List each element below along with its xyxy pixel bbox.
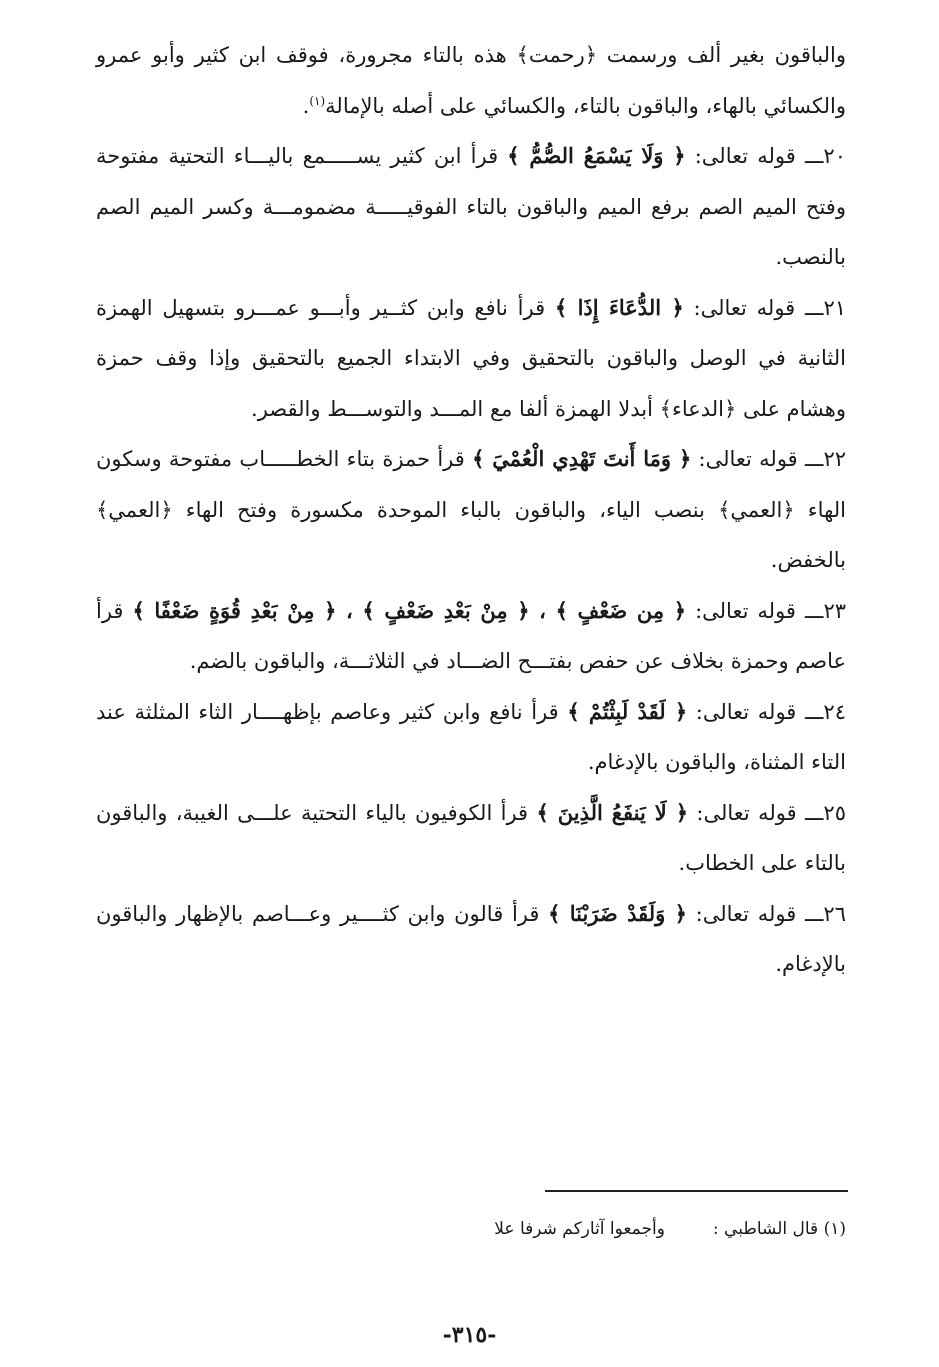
paragraph-7 [96, 788, 846, 889]
paragraph-7-verse: ﴿ لَا يَنفَعُ الَّذِينَ ﴾ [536, 799, 689, 825]
footnote-verse: وأجمعوا آثاركم شرفا علا [494, 1219, 665, 1239]
paragraph-7-pre: ٢٥ـــ قوله تعالى: [688, 800, 846, 825]
footnote-divider [545, 1190, 848, 1192]
paragraph-5-pre: ٢٣ـــ قوله تعالى: [686, 598, 846, 623]
paragraph-1-pre: والباقون بغير ألف ورسمت [597, 43, 846, 67]
paragraph-4-verse: ﴿ وَمَا أَنتَ تَهْدِي الْعُمْيَ ﴾ [472, 446, 692, 471]
page-number: -٣١٥- [442, 1322, 497, 1348]
paragraph-7-post: قرأ الكوفيون بالياء التحتية علـــى الغيبة، والباقون بالتاء على الخطاب. [96, 800, 846, 875]
paragraph-3 [96, 283, 846, 435]
paragraph-8-post: قرأ قالون وابن كثــــير وعـــاصم بالإظهار والباقون بالإدغام. [96, 901, 846, 976]
footnote [346, 1214, 846, 1244]
paragraph-4-post: قرأ حمزة بتاء الخطـــــاب مفتوحة وسكون الهاء ﴿العمي﴾ بنصب الياء، والباقون بالباء الموحدة مكسورة وفتح الهاء ﴿العمي﴾ بالخفض. [96, 447, 846, 572]
paragraph-5-verse: ﴿ مِن ضَعْفٍ ﴾ ، ﴿ مِنْ بَعْدِ ضَعْفٍ ﴾ ، ﴿ مِنْ بَعْدِ قُوَةٍ ضَعْفًا ﴾ [132, 597, 687, 623]
paragraph-8 [96, 889, 846, 990]
paragraph-2-verse: ﴿ وَلَا يَسْمَعُ الصُّمُّ ﴾ [507, 143, 686, 168]
paragraph-4-pre: ٢٢ـــ قوله تعالى: [691, 447, 846, 471]
footnote-label: (١) قال الشاطبي : [712, 1219, 846, 1239]
paragraph-6-post: قرأ نافع وابن كثير وعاصم بإظهــــار الثاء المثلثة عند التاء المثناة، والباقون بالإدغام. [96, 699, 846, 774]
page [96, 30, 846, 1330]
footnote-reference[interactable]: (١) [309, 93, 326, 108]
paragraph-5 [96, 586, 846, 687]
paragraph-6-pre: ٢٤ـــ قوله تعالى: [687, 699, 846, 724]
paragraph-1-verse: ﴿رحمت﴾ [516, 43, 598, 67]
paragraph-2-pre: ٢٠ـــ قوله تعالى: [685, 144, 846, 168]
paragraph-8-pre: ٢٦ـــ قوله تعالى: [686, 901, 846, 926]
paragraph-6-verse: ﴿ لَقَدْ لَبِثْتُمْ ﴾ [567, 698, 688, 724]
paragraph-8-verse: ﴿ وَلَقَدْ ضَرَبْنَا ﴾ [548, 900, 687, 926]
paragraph-2 [96, 131, 846, 283]
paragraph-6 [96, 687, 846, 788]
paragraph-2-post: قرأ ابن كثير يســـــمع باليـــاء التحتية مفتوحة وفتح الميم الصم برفع الميم والباقون بالتاء الفوقيـــــة مضمومـــة وكسر الميم الصم بالنصب. [96, 144, 846, 269]
paragraph-3-verse: ﴿ الدُّعَاءَ إِذَا ﴾ [554, 294, 684, 320]
paragraph-1 [96, 30, 846, 131]
paragraph-1-post: هذه بالتاء مجرورة، فوقف ابن كثير وأبو عمرو والكسائي بالهاء، والباقون بالتاء، والكسائي على أصله بالإمالة [96, 43, 846, 118]
page-body [96, 30, 846, 990]
paragraph-4 [96, 434, 846, 586]
paragraph-3-post: قرأ نافع وابن كثــير وأبـــو عمـــرو بتسهيل الهمزة الثانية في الوصل والباقون بالتحقيق وفي الابتداء الجميع بالتحقيق وإذا وقف حمزة وهشام على ﴿الدعاء﴾ أبدلا الهمزة ألفا مع المـــد والتوســـط والقصر. [96, 295, 846, 421]
paragraph-1-tail: . [302, 93, 310, 118]
paragraph-5-post: قرأ عاصم وحمزة بخلاف عن حفص بفتـــح الضـــاد في الثلاثـــة، والباقون بالضم. [96, 598, 846, 673]
paragraph-3-pre: ٢١ـــ قوله تعالى: [683, 295, 846, 320]
